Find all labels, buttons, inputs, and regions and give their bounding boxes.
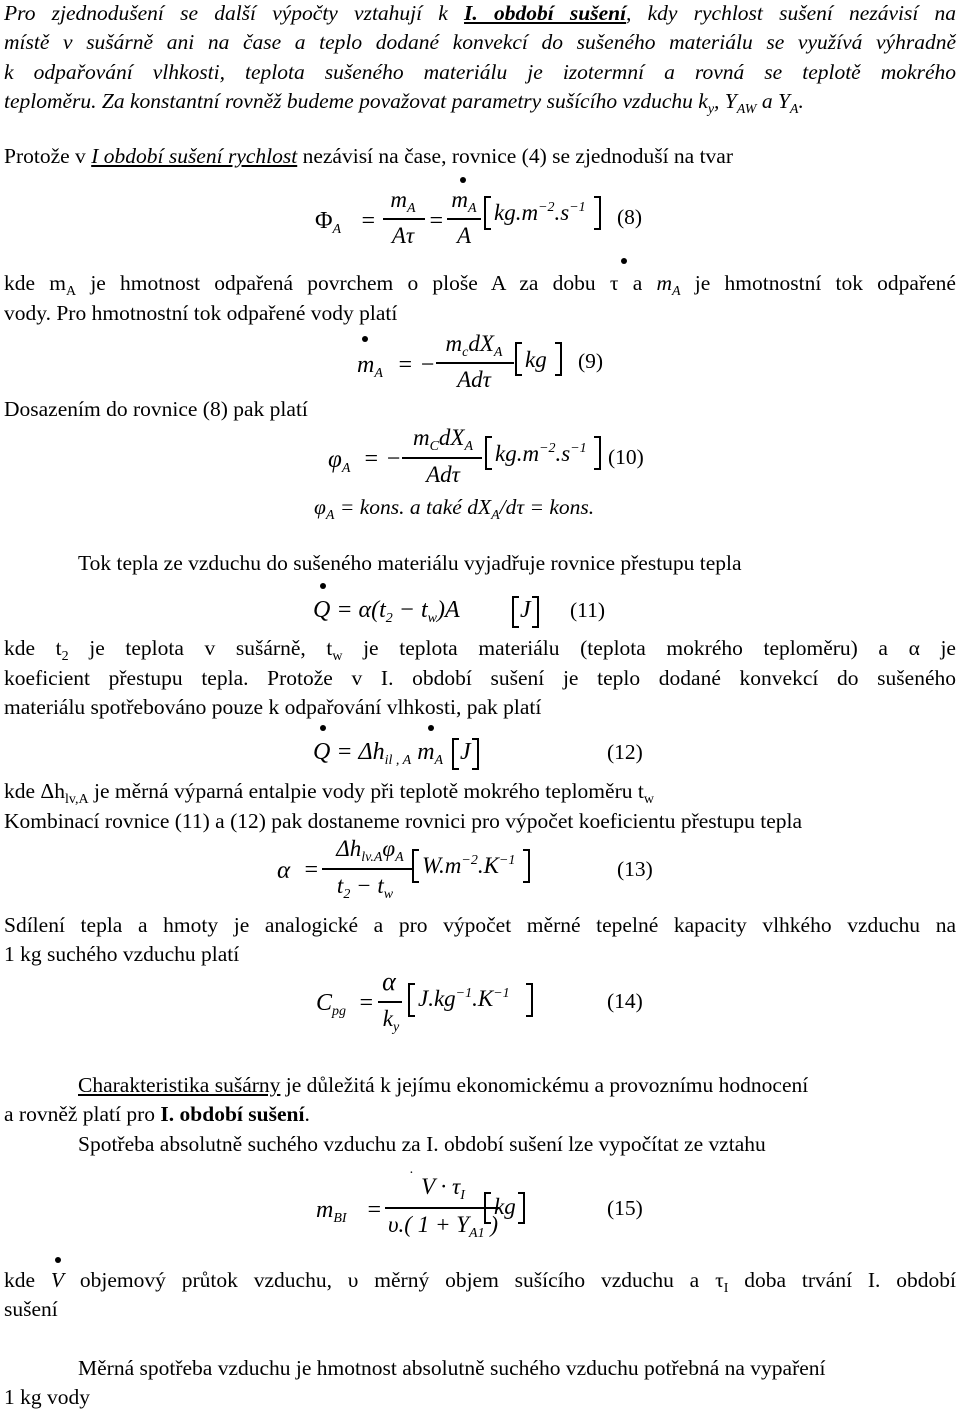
dryer-characteristic-link: Charakteristika sušárny (78, 1073, 281, 1097)
equation-10b: $\varphi_A$ = kons. a také $dX_A/d\tau$ = kons. (314, 495, 595, 523)
paragraph-6-line-3: materiálu spotřebováno pouze k odpařování vlhkosti, pak platí (4, 695, 542, 719)
derivative-dot (621, 258, 627, 264)
intro-line-2: místě v sušárně ani na čase a teplo dodané konvekcí do sušeného materiálu se využívá výhradně (4, 30, 956, 54)
paragraph-4: Dosazením do rovnice (8) pak platí (4, 397, 308, 421)
intro-line-1: Pro zjednodušení se další výpočty vztahují k I. období sušení, kdy rychlost sušení nezávisí na (4, 1, 956, 25)
paragraph-9-line-2: a rovněž platí pro I. období sušení. (4, 1102, 310, 1126)
paragraph-9-line-1: Charakteristika sušárny je důležitá k jejímu ekonomickému a provoznímu hodnocení (78, 1073, 809, 1097)
derivative-dot (320, 725, 326, 731)
paragraph-8-line-1: Sdílení tepla a hmoty je analogické a pro výpočet měrné tepelné kapacity vlhkého vzduchu na (4, 913, 956, 937)
paragraph-6-line-2: koeficient přestupu tepla. Protože v I. období sušení je teplo dodané konvekcí do sušeného (4, 666, 956, 690)
derivative-dot (320, 583, 326, 589)
intro-line-3: k odpařování vlhkosti, teplota sušeného materiálu je izotermní a rovná se teplotě mokrého (4, 60, 956, 84)
paragraph-3-line-1: kde $m_A$ je hmotnost odpařená povrchem o ploše A za dobu τ a $m_A$ je hmotnostní tok odpařené (4, 271, 956, 299)
paragraph-10-line-1: kde V objemový průtok vzduchu, υ měrný objem sušícího vzduchu a $\tau_I$ doba trvání I. období (4, 1268, 957, 1296)
derivative-dot (55, 1257, 61, 1263)
paragraph-11-line-1: Měrná spotřeba vzduchu je hmotnost absolutně suchého vzduchu potřebná na vypaření (78, 1356, 826, 1380)
derivative-dot (362, 336, 368, 342)
paragraph-7-line-2: Kombinací rovnice (11) a (12) pak dostaneme rovnici pro výpočet koeficientu přestupu tepla (4, 809, 803, 833)
period-label: I. období sušení (464, 1, 627, 25)
intro-line-4: teploměru. Za konstantní rovněž budeme považovat parametry sušícího vzduchu $k_y$, $Y_{AW}$ a $Y_A$. (4, 89, 804, 117)
paragraph-8-line-2: 1 kg suchého vzduchu platí (4, 942, 240, 966)
derivative-dot (460, 177, 466, 183)
paragraph-2: Protože v I období sušení rychlost nezávisí na čase, rovnice (4) se zjednoduší na tvar (4, 144, 734, 168)
paragraph-9-line-3: Spotřeba absolutně suchého vzduchu za I. období sušení lze vypočítat ze vztahu (78, 1132, 766, 1156)
derivative-dot (428, 725, 434, 731)
paragraph-11-line-2: 1 kg vody (4, 1385, 90, 1409)
paragraph-7-line-1: kde $\Delta h_{lv,A}$ je měrná výparná entalpie vody při teplotě mokrého teploměru $t_w$ (4, 779, 654, 807)
paragraph-3-line-2: vody. Pro hmotnostní tok odpařené vody platí (4, 301, 398, 325)
paragraph-5: Tok tepla ze vzduchu do sušeného materiálu vyjadřuje rovnice přestupu tepla (78, 551, 742, 575)
paragraph-6-line-1: kde $t_2$ je teplota v sušárně, $t_w$ je teplota materiálu (teplota mokrého teploměru) a α je (4, 636, 956, 664)
paragraph-10-line-2: sušení (4, 1297, 58, 1321)
